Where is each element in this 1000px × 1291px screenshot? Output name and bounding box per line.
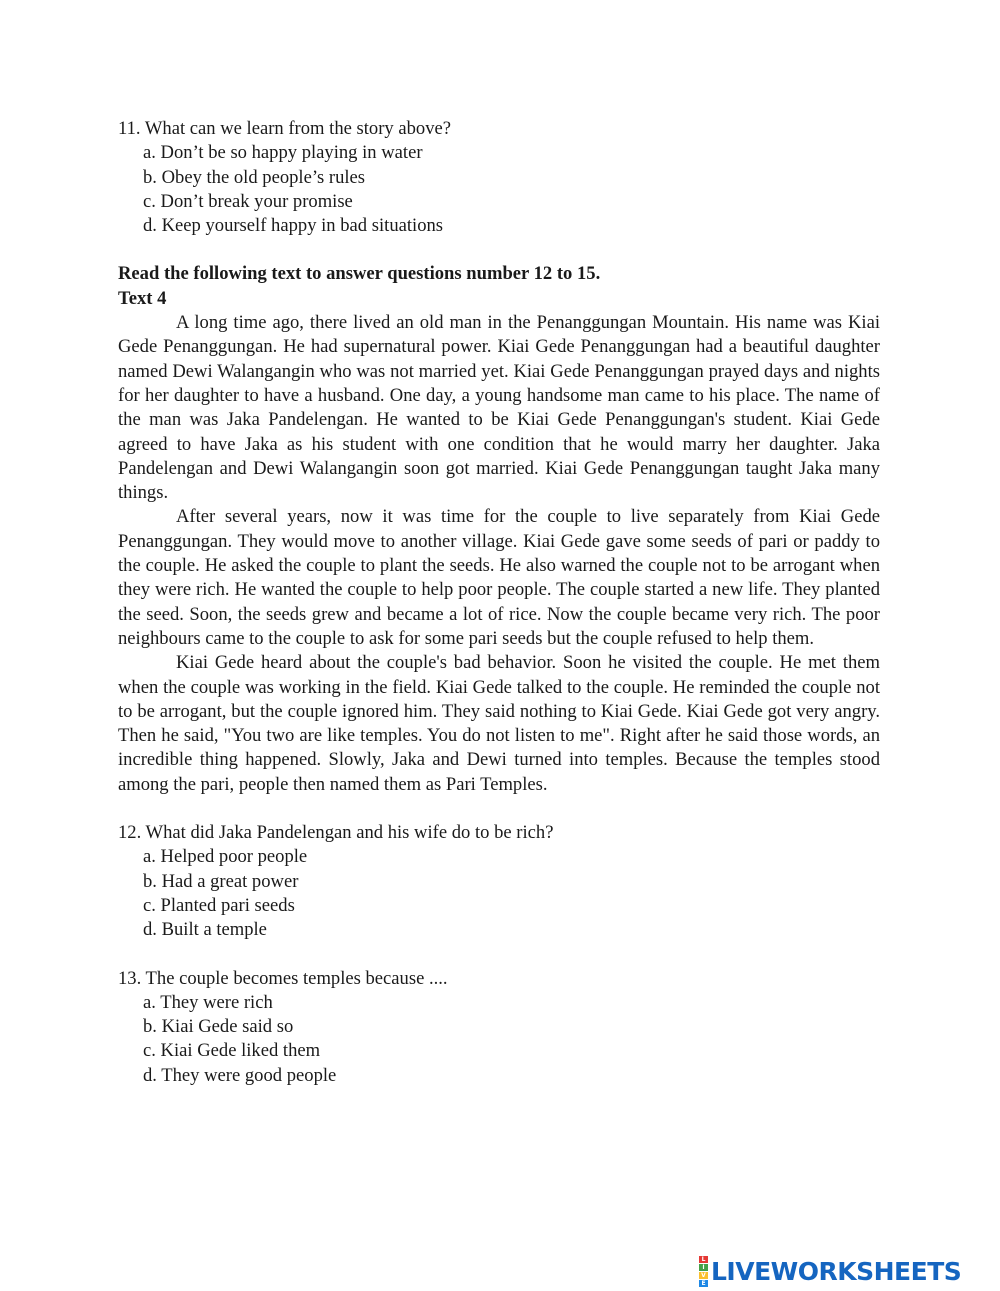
question-13-options — [118, 991, 880, 1088]
question-11-text: 11. What can we learn from the story above? — [118, 118, 452, 139]
question-13-text: 13. The couple becomes temples because .... — [118, 967, 448, 989]
question-12-option-b: b. Had a great power — [143, 870, 299, 892]
story-paragraph-3: Kiai Gede heard about the couple's bad behavior. Soon he visited the couple. He met them when the couple was working in the field. Kiai Gede talked to the couple. He reminded the couple not to be arrogant, but the couple ignored him. They said nothing to Kiai Gede. Kiai Gede got very angry. Then he said, "You two are like temples. You do not listen to me". Right after he said those words, an incredible thing happened. Slowly, Jaka and Dewi turned into temples. Because the temples stood among the pari, people then named them as Pari Temples. — [118, 652, 880, 795]
question-12-text: 12. What did Jaka Pandelengan and his wife do to be rich? — [118, 822, 554, 844]
story-paragraph-1: A long time ago, there lived an old man in the Penanggungan Mountain. His name was Kiai Gede Penanggungan. He had supernatural power. Kiai Gede Penanggungan had a beautiful daughter named Dewi Walangangin who was not married yet. Kiai Gede Penanggungan prayed days and nights for her daughter to have a husband. One day, a young handsome man came to his place. The name of the man was Jaka Pandelengan. He wanted to be Kiai Gede Penanggungan's student. Kiai Gede agreed to have Jaka as his student with one condition that he would marry her daughter. Jaka Pandelengan and Dewi Walangangin soon got married. Kiai Gede Penanggungan taught Jaka many things. — [118, 312, 880, 504]
question-12 — [118, 821, 880, 942]
liveworksheets-logo — [699, 1257, 961, 1287]
logo-cube-e: E — [699, 1280, 708, 1287]
question-11-option-b: b. Obey the old people’s rules — [143, 166, 366, 188]
question-12-options — [118, 845, 880, 942]
reading-instruction: Read the following text to answer questions number 12 to 15. — [118, 263, 601, 285]
question-11-options — [118, 141, 880, 238]
logo-cube-l: L — [699, 1256, 708, 1263]
text-title: Text 4 — [118, 287, 167, 309]
question-11-option-a: a. Don’t be so happy playing in water — [143, 142, 423, 164]
question-12-option-c: c. Planted pari seeds — [143, 894, 295, 916]
question-12-option-d: d. Built a temple — [143, 919, 267, 941]
story-paragraph-2: After several years, now it was time for the couple to live separately from Kiai Gede Penanggungan. They would move to another village. Kiai Gede gave some seeds of pari or paddy to the couple. He asked the couple to plant the seeds. He also warned the couple not to be arrogant when they were rich. He wanted the couple to help poor people. The couple started a new life. They planted the seed. Soon, the seeds grew and became a lot of rice. Now the couple became very rich. The poor neighbours came to the couple to ask for some pari seeds but the couple refused to help them. — [118, 506, 880, 649]
question-12-option-a: a. Helped poor people — [143, 846, 308, 868]
question-13-option-c: c. Kiai Gede liked them — [143, 1040, 321, 1062]
question-13-option-a: a. They were rich — [143, 991, 273, 1013]
logo-cubes-icon — [699, 1256, 708, 1288]
logo-cube-i: I — [699, 1264, 708, 1271]
question-11 — [118, 117, 880, 238]
question-11-option-c: c. Don’t break your promise — [143, 190, 353, 212]
question-11-option-d: d. Keep yourself happy in bad situations — [143, 215, 444, 237]
logo-cube-v: V — [699, 1272, 708, 1279]
question-13-option-b: b. Kiai Gede said so — [143, 1016, 294, 1038]
question-13 — [118, 967, 880, 1088]
worksheet-page — [118, 117, 880, 1088]
logo-text: LIVEWORKSHEETS — [711, 1257, 962, 1286]
question-13-option-d: d. They were good people — [143, 1064, 337, 1086]
reading-section — [118, 262, 880, 797]
